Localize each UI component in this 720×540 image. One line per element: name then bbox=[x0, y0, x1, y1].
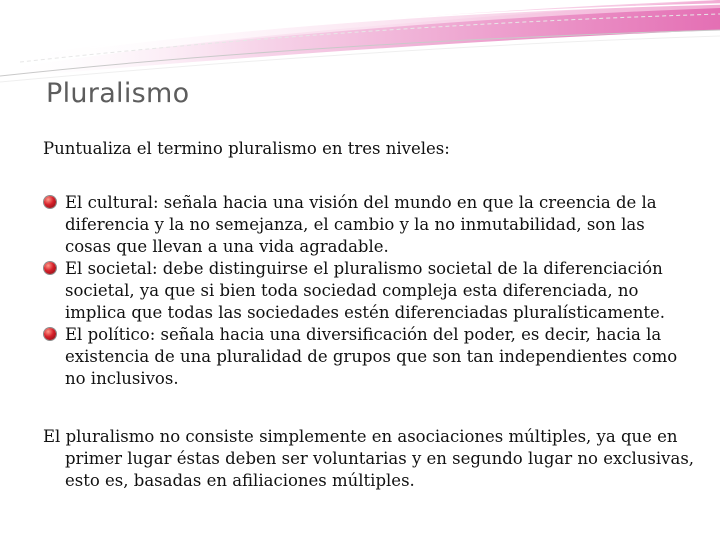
bullet-item-cultural bbox=[43, 192, 683, 258]
bullet-text: El político: señala hacia una diversificación del poder, es decir, hacia la existencia de una pluralidad de grupos que son tan independientes como no inclusivos. bbox=[65, 325, 678, 388]
red-bullet-icon bbox=[44, 196, 56, 208]
bullet-item-societal bbox=[43, 258, 683, 324]
red-bullet-icon bbox=[44, 328, 56, 340]
bullet-item-political bbox=[43, 324, 683, 390]
red-bullet-icon bbox=[44, 262, 56, 274]
slide-title: Pluralismo bbox=[46, 78, 190, 109]
bullet-list bbox=[43, 192, 683, 390]
bullet-text: El cultural: señala hacia una visión del mundo en que la creencia de la diferencia y la no semejanza, el cambio y la no inmutabilidad, son las cosas que llevan a una vida agradable. bbox=[65, 193, 657, 256]
bullet-text: El societal: debe distinguirse el pluralismo societal de la diferenciación societal, ya que si bien toda sociedad compleja esta diferenciada, no implica que todas las sociedades estén diferenciadas pluralísticamente. bbox=[65, 259, 666, 322]
conclusion-text: El pluralismo no consiste simplemente en asociaciones múltiples, ya que en primer lugar éstas deben ser voluntarias y en segundo lugar no exclusivas, esto es, basadas en afiliaciones múltiples. bbox=[43, 427, 695, 490]
intro-text: Puntualiza el termino pluralismo en tres niveles: bbox=[43, 139, 450, 158]
